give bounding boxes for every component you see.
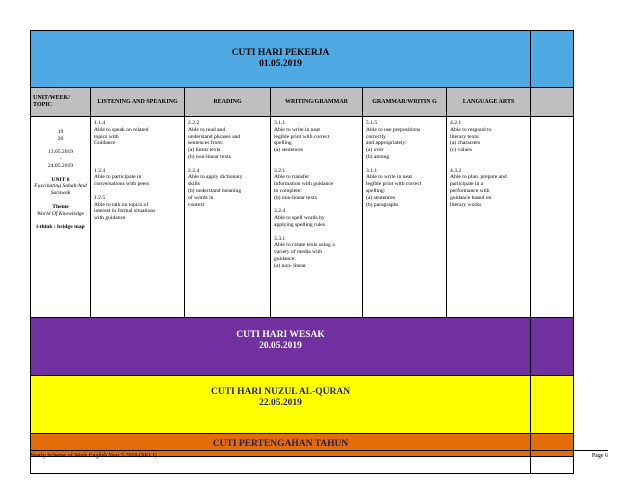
event-nuzul xyxy=(31,376,530,409)
banner-title: CUTI HARI PEKERJA xyxy=(231,48,330,58)
reading-line: (b) non-linear texts xyxy=(188,153,231,160)
writing-line xyxy=(274,161,359,168)
event-pertengahan-title: CUTI PERTENGAHAN TAHUN xyxy=(212,439,349,449)
header-writing: WRITING/GRAMMAR xyxy=(271,88,363,117)
writing-line: legible print with correct xyxy=(274,133,330,140)
reading-line: understand phrases and xyxy=(188,133,241,140)
wesak-row xyxy=(31,318,574,376)
writing-line: Able to write in neat xyxy=(274,126,320,133)
language_arts-line: 4.2.1 xyxy=(450,120,462,126)
header-grammar: GRAMMAR/WRITIN G xyxy=(363,88,447,117)
grammar-line: (a) sentences xyxy=(366,194,396,201)
language_arts-line: Able to plan, prepare and xyxy=(450,174,507,181)
language_arts-line: literary works xyxy=(450,201,482,208)
language-arts-cell xyxy=(447,117,531,318)
event-nuzul-date: 22.05.2019 xyxy=(259,398,302,408)
reading-cell xyxy=(185,117,271,318)
reading-line: (b) understand meaning xyxy=(188,187,242,194)
blank-row xyxy=(31,457,574,474)
grammar-line: Able to write in neat xyxy=(366,174,412,181)
language_arts-line: performance with xyxy=(450,187,490,194)
grammar-line: (b) among xyxy=(366,153,390,160)
header-listening: LISTENING AND SPEAKING xyxy=(91,88,185,117)
listening-line: 1.1.4 xyxy=(94,120,106,126)
writing-line: information with guidance xyxy=(274,181,334,188)
page-footer xyxy=(30,450,608,459)
writing-line: spelling xyxy=(274,140,292,147)
writing-line: 3.2.4 xyxy=(274,208,286,215)
writing-line: (b) non-linear texts xyxy=(274,194,317,201)
listening-line: Able to speak on related xyxy=(94,126,149,133)
week-a: 19 xyxy=(57,129,64,135)
listening-line: Able to talk on topics of xyxy=(94,201,149,208)
listening-line: 1.2.5 xyxy=(94,194,106,201)
date-start: 13.05.2019 xyxy=(47,149,74,156)
listening-line: with guidance xyxy=(94,215,126,222)
grammar-cell xyxy=(363,117,447,318)
week-b: 20 xyxy=(57,135,64,142)
footer-title: Yearly Scheme of Work English Year 5 2019 (SKLJ) xyxy=(30,453,157,459)
header-reading: READING xyxy=(185,88,271,117)
reading-line: context xyxy=(188,201,205,208)
listening-line xyxy=(94,154,181,161)
grammar-line: 5.1.5 xyxy=(366,120,378,126)
reading-line xyxy=(188,161,267,168)
language_arts-line: guidance based on xyxy=(450,194,492,201)
listening-cell xyxy=(91,117,185,318)
language_arts-line xyxy=(450,161,527,168)
reading-line: Able to apply dictionary xyxy=(188,174,243,181)
language_arts-line: participate in a xyxy=(450,181,484,188)
writing-line: Able to spell words by xyxy=(274,215,325,222)
writing-line: (a) non- linear xyxy=(274,262,306,269)
listening-line xyxy=(94,147,181,154)
event-wesak xyxy=(31,318,530,352)
writing-line: 3.1.1 xyxy=(274,120,286,126)
language_arts-line: (c) values xyxy=(450,147,472,154)
listening-line: topics with xyxy=(94,133,119,140)
language_arts-line: Able to respond to xyxy=(450,126,492,133)
language_arts-line xyxy=(450,154,527,161)
header-row xyxy=(31,88,574,117)
writing-line: (a) sentences xyxy=(274,147,304,154)
language_arts-line: literary texts: xyxy=(450,133,480,140)
grammar-line: correctly xyxy=(366,133,386,140)
theme-label: Theme xyxy=(52,203,69,210)
reading-line: (a) linear texts xyxy=(188,147,221,154)
listening-line xyxy=(94,188,181,195)
writing-line: Able to transfer xyxy=(274,174,310,181)
writing-line xyxy=(274,154,359,161)
writing-cell xyxy=(271,117,363,318)
banner-date: 01.05.2019 xyxy=(259,59,302,69)
header-unit: UNIT/WEEK/ TOPIC xyxy=(31,88,91,117)
reading-line: Able to read and xyxy=(188,126,226,133)
listening-line xyxy=(94,161,181,168)
writing-line: to complete: xyxy=(274,187,302,194)
reading-line: of words in xyxy=(188,194,214,201)
scheme-table xyxy=(30,30,574,474)
event-wesak-title: CUTI HARI WESAK xyxy=(236,330,325,340)
date-dash: - xyxy=(59,156,62,163)
unit-title: Fascinating Sabah And Sarawak xyxy=(34,183,87,197)
listening-line: Able to participate in xyxy=(94,174,142,181)
writing-line: applying spelling rules xyxy=(274,221,325,228)
writing-line: 3.3.1 xyxy=(274,235,286,242)
listening-line: conversations with peers xyxy=(94,181,150,188)
grammar-line: spelling: xyxy=(366,187,386,194)
page-number: Page 6 xyxy=(591,453,608,459)
unit-number: UNIT 8 xyxy=(51,176,70,183)
language_arts-line: (a) characters xyxy=(450,140,481,147)
event-wesak-date: 20.05.2019 xyxy=(259,341,302,351)
event-nuzul-title: CUTI HARI NUZUL AL-QURAN xyxy=(210,387,351,397)
scheme-of-work-page xyxy=(30,30,573,474)
topic-cell xyxy=(31,117,91,318)
listening-line: interest in formal situations xyxy=(94,208,156,215)
ithink-map: i-think : bridge map xyxy=(36,224,85,231)
language_arts-line: 4.3.2 xyxy=(450,167,462,174)
grammar-line: (a) over xyxy=(366,147,384,154)
header-language-arts: LANGUAGE ARTS xyxy=(447,88,531,117)
nuzul-row xyxy=(31,376,574,434)
banner-row-pekerja xyxy=(31,31,574,88)
writing-line: Able to create texts using a xyxy=(274,242,335,249)
grammar-line: Able to use prepositions xyxy=(366,126,421,133)
date-end: 24.05.2019 xyxy=(47,162,74,169)
grammar-line: (b) paragraphs xyxy=(366,201,399,208)
theme-value: World Of Knowledge xyxy=(36,210,85,217)
grammar-line: and appropriately: xyxy=(366,140,407,147)
reading-line: skills xyxy=(188,181,200,188)
reading-line: sentences from: xyxy=(188,140,224,147)
writing-line: variety of media with xyxy=(274,249,322,256)
grammar-line: 3.1.1 xyxy=(366,167,378,174)
listening-line: 1.2.4 xyxy=(94,167,106,174)
listening-line: Guidance xyxy=(94,140,116,147)
content-row xyxy=(31,117,574,318)
writing-line: guidance: xyxy=(274,255,296,262)
grammar-line xyxy=(366,161,443,168)
reading-line: 2.2.4 xyxy=(188,167,200,174)
writing-line xyxy=(274,229,359,236)
grammar-line: legible print with correct xyxy=(366,181,422,188)
writing-line xyxy=(274,202,359,209)
reading-line: 2.2.2 xyxy=(188,120,200,126)
writing-line: 3.2.1 xyxy=(274,167,286,174)
banner-pekerja xyxy=(31,31,530,70)
